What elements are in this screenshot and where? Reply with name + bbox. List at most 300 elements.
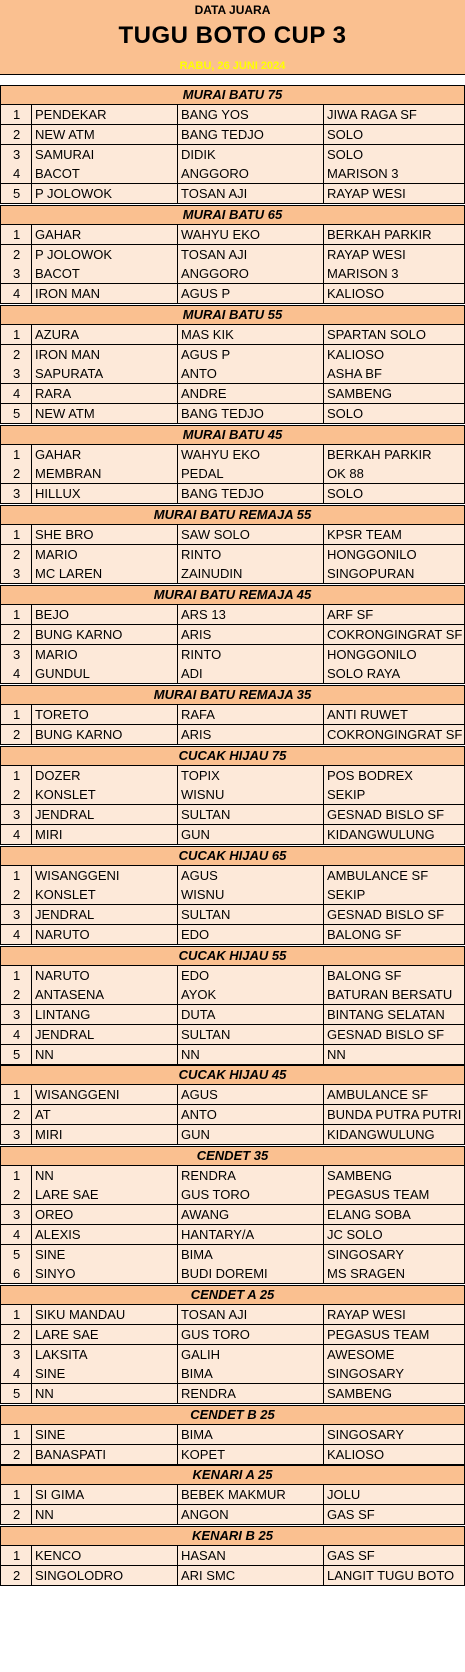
rank-cell: 3 — [0, 364, 31, 383]
bird-name-cell: NN — [31, 1166, 177, 1185]
rank-cell: 5 — [0, 1045, 31, 1064]
owner-cell: AGUS — [177, 1085, 323, 1104]
bird-name-cell: GAHAR — [31, 225, 177, 244]
table-row — [0, 325, 465, 345]
rank-cell: 1 — [0, 1166, 31, 1185]
table-row — [0, 345, 465, 365]
bird-name-cell: GAHAR — [31, 445, 177, 464]
owner-cell: DIDIK — [177, 145, 323, 164]
team-cell: KIDANGWULUNG — [323, 825, 465, 844]
table-row — [0, 245, 465, 265]
team-cell: SINGOPURAN — [323, 564, 465, 583]
owner-cell: AGUS P — [177, 345, 323, 364]
team-cell: RAYAP WESI — [323, 245, 465, 264]
team-cell: AMBULANCE SF — [323, 1085, 465, 1104]
table-row — [0, 966, 465, 986]
sheet-header — [0, 0, 465, 75]
bird-name-cell: NARUTO — [31, 925, 177, 944]
owner-cell: EDO — [177, 925, 323, 944]
rank-cell: 2 — [0, 985, 31, 1004]
table-row — [0, 805, 465, 825]
bird-name-cell: JENDRAL — [31, 905, 177, 924]
bird-name-cell: NARUTO — [31, 966, 177, 985]
rank-cell: 2 — [0, 785, 31, 804]
table-row — [0, 445, 465, 465]
owner-cell: SULTAN — [177, 805, 323, 824]
table-row — [0, 905, 465, 925]
table-row — [0, 1245, 465, 1265]
team-cell: SAMBENG — [323, 384, 465, 403]
table-row — [0, 885, 465, 905]
team-cell: JIWA RAGA SF — [323, 105, 465, 124]
rank-cell: 1 — [0, 605, 31, 624]
rank-cell: 3 — [0, 264, 31, 283]
owner-cell: TOSAN AJI — [177, 184, 323, 203]
team-cell: MS SRAGEN — [323, 1264, 465, 1283]
event-date: RABU, 26 JUNI 2024 — [179, 60, 286, 72]
team-cell: GAS SF — [323, 1546, 465, 1565]
bird-name-cell: SINGOLODRO — [31, 1566, 177, 1585]
team-cell: SOLO — [323, 484, 465, 503]
owner-cell: PEDAL — [177, 464, 323, 483]
section-title: CUCAK HIJAU 55 — [0, 946, 465, 966]
bird-name-cell: AT — [31, 1105, 177, 1124]
table-row — [0, 1384, 465, 1404]
owner-cell: BIMA — [177, 1245, 323, 1264]
team-cell: RAYAP WESI — [323, 184, 465, 203]
bird-name-cell: BUNG KARNO — [31, 725, 177, 744]
rank-cell: 2 — [0, 125, 31, 144]
team-cell: MARISON 3 — [323, 164, 465, 183]
bird-name-cell: ALEXIS — [31, 1225, 177, 1244]
team-cell: BERKAH PARKIR — [323, 445, 465, 464]
owner-cell: BIMA — [177, 1425, 323, 1444]
bird-name-cell: ANTASENA — [31, 985, 177, 1004]
bird-name-cell: WISANGGENI — [31, 866, 177, 885]
rank-cell: 1 — [0, 1485, 31, 1504]
table-row — [0, 1325, 465, 1345]
bird-name-cell: OREO — [31, 1205, 177, 1224]
rank-cell: 2 — [0, 245, 31, 264]
bird-name-cell: MARIO — [31, 545, 177, 564]
table-row — [0, 264, 465, 284]
owner-cell: ANDRE — [177, 384, 323, 403]
rank-cell: 2 — [0, 345, 31, 364]
section-title: KENARI B 25 — [0, 1526, 465, 1546]
table-row — [0, 866, 465, 886]
owner-cell: BANG TEDJO — [177, 484, 323, 503]
team-cell: GESNAD BISLO SF — [323, 805, 465, 824]
bird-name-cell: PENDEKAR — [31, 105, 177, 124]
owner-cell: RAFA — [177, 705, 323, 724]
team-cell: SOLO RAYA — [323, 664, 465, 683]
team-cell: RAYAP WESI — [323, 1305, 465, 1324]
owner-cell: ANTO — [177, 364, 323, 383]
table-row — [0, 484, 465, 504]
rank-cell: 2 — [0, 1185, 31, 1204]
owner-cell: KOPET — [177, 1445, 323, 1464]
bird-name-cell: KONSLET — [31, 885, 177, 904]
owner-cell: ARIS — [177, 625, 323, 644]
owner-cell: ARIS — [177, 725, 323, 744]
team-cell: HONGGONILO — [323, 645, 465, 664]
table-row — [0, 1345, 465, 1365]
owner-cell: ANGGORO — [177, 264, 323, 283]
owner-cell: AYOK — [177, 985, 323, 1004]
team-cell: SAMBENG — [323, 1166, 465, 1185]
table-row — [0, 1185, 465, 1205]
bird-name-cell: NEW ATM — [31, 404, 177, 423]
rank-cell: 2 — [0, 545, 31, 564]
team-cell: SINGOSARY — [323, 1425, 465, 1444]
team-cell: ARF SF — [323, 605, 465, 624]
table-row — [0, 404, 465, 424]
owner-cell: BUDI DOREMI — [177, 1264, 323, 1283]
table-row — [0, 564, 465, 584]
table-row — [0, 825, 465, 845]
rank-cell: 3 — [0, 1345, 31, 1364]
team-cell: ANTI RUWET — [323, 705, 465, 724]
bird-name-cell: BACOT — [31, 264, 177, 283]
rank-cell: 1 — [0, 525, 31, 544]
bird-name-cell: LAKSITA — [31, 1345, 177, 1364]
team-cell: BALONG SF — [323, 925, 465, 944]
team-cell: MARISON 3 — [323, 264, 465, 283]
owner-cell: WISNU — [177, 785, 323, 804]
bird-name-cell: KONSLET — [31, 785, 177, 804]
rank-cell: 3 — [0, 905, 31, 924]
bird-name-cell: RARA — [31, 384, 177, 403]
table-row — [0, 625, 465, 645]
table-row — [0, 645, 465, 665]
rank-cell: 1 — [0, 966, 31, 985]
table-row — [0, 1264, 465, 1284]
owner-cell: BANG TEDJO — [177, 404, 323, 423]
bird-name-cell: LARE SAE — [31, 1325, 177, 1344]
bird-name-cell: AZURA — [31, 325, 177, 344]
team-cell: JOLU — [323, 1485, 465, 1504]
team-cell: GESNAD BISLO SF — [323, 1025, 465, 1044]
table-row — [0, 464, 465, 484]
rank-cell: 4 — [0, 284, 31, 303]
owner-cell: ZAINUDIN — [177, 564, 323, 583]
owner-cell: BANG YOS — [177, 105, 323, 124]
table-row — [0, 1225, 465, 1245]
section-title: MURAI BATU 45 — [0, 425, 465, 445]
owner-cell: GALIH — [177, 1345, 323, 1364]
owner-cell: SAW SOLO — [177, 525, 323, 544]
rank-cell: 2 — [0, 885, 31, 904]
page-title: TUGU BOTO CUP 3 — [118, 22, 347, 49]
table-row — [0, 1485, 465, 1505]
rank-cell: 5 — [0, 404, 31, 423]
bird-name-cell: DOZER — [31, 766, 177, 785]
table-row — [0, 1025, 465, 1045]
rank-cell: 4 — [0, 164, 31, 183]
team-cell: ELANG SOBA — [323, 1205, 465, 1224]
table-row — [0, 1045, 465, 1065]
owner-cell: AGUS P — [177, 284, 323, 303]
table-row — [0, 985, 465, 1005]
table-row — [0, 384, 465, 404]
owner-cell: GUS TORO — [177, 1185, 323, 1204]
bird-name-cell: MIRI — [31, 825, 177, 844]
rank-cell: 1 — [0, 445, 31, 464]
team-cell: BERKAH PARKIR — [323, 225, 465, 244]
rank-cell: 2 — [0, 625, 31, 644]
owner-cell: ARS 13 — [177, 605, 323, 624]
team-cell: AMBULANCE SF — [323, 866, 465, 885]
table-row — [0, 1105, 465, 1125]
rank-cell: 1 — [0, 1425, 31, 1444]
team-cell: COKRONGINGRAT SF — [323, 625, 465, 644]
rank-cell: 4 — [0, 1364, 31, 1383]
table-row — [0, 225, 465, 245]
rank-cell: 1 — [0, 766, 31, 785]
bird-name-cell: SINE — [31, 1425, 177, 1444]
team-cell: SEKIP — [323, 785, 465, 804]
owner-cell: TOSAN AJI — [177, 245, 323, 264]
rank-cell: 5 — [0, 1384, 31, 1403]
rank-cell: 4 — [0, 1225, 31, 1244]
rank-cell: 2 — [0, 1325, 31, 1344]
section-title: CENDET A 25 — [0, 1285, 465, 1305]
bird-name-cell: P JOLOWOK — [31, 245, 177, 264]
owner-cell: RENDRA — [177, 1166, 323, 1185]
table-row — [0, 664, 465, 684]
rank-cell: 1 — [0, 705, 31, 724]
section-title: MURAI BATU REMAJA 45 — [0, 585, 465, 605]
team-cell: NN — [323, 1045, 465, 1064]
rank-cell: 5 — [0, 184, 31, 203]
rank-cell: 3 — [0, 805, 31, 824]
rank-cell: 3 — [0, 645, 31, 664]
team-cell: HONGGONILO — [323, 545, 465, 564]
table-row — [0, 1566, 465, 1586]
bird-name-cell: BEJO — [31, 605, 177, 624]
owner-cell: GUN — [177, 825, 323, 844]
bird-name-cell: GUNDUL — [31, 664, 177, 683]
team-cell: BALONG SF — [323, 966, 465, 985]
bird-name-cell: MIRI — [31, 1125, 177, 1144]
owner-cell: RINTO — [177, 645, 323, 664]
bird-name-cell: JENDRAL — [31, 1025, 177, 1044]
team-cell: LANGIT TUGU BOTO — [323, 1566, 465, 1585]
owner-cell: HASAN — [177, 1546, 323, 1565]
section-title: MURAI BATU REMAJA 55 — [0, 505, 465, 525]
team-cell: KALIOSO — [323, 284, 465, 303]
rank-cell: 3 — [0, 145, 31, 164]
team-cell: OK 88 — [323, 464, 465, 483]
table-row — [0, 605, 465, 625]
rank-cell: 4 — [0, 1025, 31, 1044]
team-cell: SAMBENG — [323, 1384, 465, 1403]
bird-name-cell: SINYO — [31, 1264, 177, 1283]
rank-cell: 3 — [0, 564, 31, 583]
owner-cell: TOSAN AJI — [177, 1305, 323, 1324]
bird-name-cell: HILLUX — [31, 484, 177, 503]
section-title: CUCAK HIJAU 45 — [0, 1065, 465, 1085]
bird-name-cell: JENDRAL — [31, 805, 177, 824]
bird-name-cell: NN — [31, 1384, 177, 1403]
rank-cell: 1 — [0, 1546, 31, 1565]
owner-cell: BEBEK MAKMUR — [177, 1485, 323, 1504]
section-title: CUCAK HIJAU 65 — [0, 846, 465, 866]
owner-cell: WISNU — [177, 885, 323, 904]
section-title: KENARI A 25 — [0, 1465, 465, 1485]
owner-cell: ARI SMC — [177, 1566, 323, 1585]
rank-cell: 4 — [0, 825, 31, 844]
rank-cell: 2 — [0, 1105, 31, 1124]
rank-cell: 3 — [0, 1205, 31, 1224]
owner-cell: MAS KIK — [177, 325, 323, 344]
owner-cell: NN — [177, 1045, 323, 1064]
rank-cell: 1 — [0, 866, 31, 885]
table-row — [0, 125, 465, 145]
rank-cell: 4 — [0, 664, 31, 683]
owner-cell: TOPIX — [177, 766, 323, 785]
bird-name-cell: MARIO — [31, 645, 177, 664]
table-row — [0, 1125, 465, 1145]
bird-name-cell: IRON MAN — [31, 345, 177, 364]
owner-cell: RENDRA — [177, 1384, 323, 1403]
team-cell: SOLO — [323, 145, 465, 164]
rank-cell: 2 — [0, 464, 31, 483]
owner-cell: WAHYU EKO — [177, 225, 323, 244]
table-row — [0, 1445, 465, 1465]
rank-cell: 1 — [0, 325, 31, 344]
rank-cell: 1 — [0, 1085, 31, 1104]
rank-cell: 4 — [0, 384, 31, 403]
owner-cell: ANGGORO — [177, 164, 323, 183]
header-subtitle: DATA JUARA — [194, 3, 271, 17]
owner-cell: SULTAN — [177, 905, 323, 924]
table-row — [0, 164, 465, 184]
table-row — [0, 1085, 465, 1105]
rank-cell: 3 — [0, 1125, 31, 1144]
bird-name-cell: NEW ATM — [31, 125, 177, 144]
bird-name-cell: SI GIMA — [31, 1485, 177, 1504]
owner-cell: GUS TORO — [177, 1325, 323, 1344]
bird-name-cell: SINE — [31, 1364, 177, 1383]
team-cell: KALIOSO — [323, 345, 465, 364]
owner-cell: ADI — [177, 664, 323, 683]
rank-cell: 1 — [0, 105, 31, 124]
bird-name-cell: SAPURATA — [31, 364, 177, 383]
rank-cell: 2 — [0, 1505, 31, 1524]
section-title: CUCAK HIJAU 75 — [0, 746, 465, 766]
team-cell: SOLO — [323, 404, 465, 423]
section-title: CENDET B 25 — [0, 1405, 465, 1425]
bird-name-cell: P JOLOWOK — [31, 184, 177, 203]
table-row — [0, 545, 465, 565]
table-row — [0, 1305, 465, 1325]
table-row — [0, 364, 465, 384]
team-cell: SOLO — [323, 125, 465, 144]
table-row — [0, 1505, 465, 1525]
team-cell: BINTANG SELATAN — [323, 1005, 465, 1024]
rank-cell: 3 — [0, 1005, 31, 1024]
bird-name-cell: KENCO — [31, 1546, 177, 1565]
table-row — [0, 925, 465, 945]
team-cell: SEKIP — [323, 885, 465, 904]
bird-name-cell: BUNG KARNO — [31, 625, 177, 644]
bird-name-cell: WISANGGENI — [31, 1085, 177, 1104]
section-title: MURAI BATU 75 — [0, 85, 465, 105]
bird-name-cell: LINTANG — [31, 1005, 177, 1024]
table-row — [0, 525, 465, 545]
table-row — [0, 1005, 465, 1025]
bird-name-cell: SIKU MANDAU — [31, 1305, 177, 1324]
bird-name-cell: TORETO — [31, 705, 177, 724]
team-cell: KIDANGWULUNG — [323, 1125, 465, 1144]
table-row — [0, 1166, 465, 1186]
team-cell: GAS SF — [323, 1505, 465, 1524]
team-cell: JC SOLO — [323, 1225, 465, 1244]
table-row — [0, 284, 465, 304]
owner-cell: AWANG — [177, 1205, 323, 1224]
team-cell: ASHA BF — [323, 364, 465, 383]
table-row — [0, 785, 465, 805]
team-cell: PEGASUS TEAM — [323, 1325, 465, 1344]
table-row — [0, 705, 465, 725]
table-row — [0, 725, 465, 745]
bird-name-cell: BACOT — [31, 164, 177, 183]
team-cell: KALIOSO — [323, 1445, 465, 1464]
owner-cell: ANGON — [177, 1505, 323, 1524]
section-title: CENDET 35 — [0, 1146, 465, 1166]
section-title: MURAI BATU 65 — [0, 205, 465, 225]
team-cell: SPARTAN SOLO — [323, 325, 465, 344]
owner-cell: HANTARY/A — [177, 1225, 323, 1244]
table-row — [0, 105, 465, 125]
section-title: MURAI BATU 55 — [0, 305, 465, 325]
table-row — [0, 766, 465, 786]
bird-name-cell: MEMBRAN — [31, 464, 177, 483]
bird-name-cell: IRON MAN — [31, 284, 177, 303]
owner-cell: DUTA — [177, 1005, 323, 1024]
bird-name-cell: NN — [31, 1045, 177, 1064]
rank-cell: 4 — [0, 925, 31, 944]
rank-cell: 2 — [0, 1566, 31, 1585]
owner-cell: WAHYU EKO — [177, 445, 323, 464]
team-cell: BATURAN BERSATU — [323, 985, 465, 1004]
table-row — [0, 1425, 465, 1445]
owner-cell: EDO — [177, 966, 323, 985]
team-cell: COKRONGINGRAT SF — [323, 725, 465, 744]
rank-cell: 1 — [0, 225, 31, 244]
team-cell: SINGOSARY — [323, 1245, 465, 1264]
bird-name-cell: NN — [31, 1505, 177, 1524]
owner-cell: RINTO — [177, 545, 323, 564]
table-row — [0, 145, 465, 165]
rank-cell: 1 — [0, 1305, 31, 1324]
rank-cell: 2 — [0, 1445, 31, 1464]
team-cell: BUNDA PUTRA PUTRI — [323, 1105, 465, 1124]
team-cell: GESNAD BISLO SF — [323, 905, 465, 924]
owner-cell: BIMA — [177, 1364, 323, 1383]
table-row — [0, 1546, 465, 1566]
section-title: MURAI BATU REMAJA 35 — [0, 685, 465, 705]
rank-cell: 6 — [0, 1264, 31, 1283]
bird-name-cell: SAMURAI — [31, 145, 177, 164]
bird-name-cell: MC LAREN — [31, 564, 177, 583]
team-cell: PEGASUS TEAM — [323, 1185, 465, 1204]
table-row — [0, 1364, 465, 1384]
table-row — [0, 184, 465, 204]
team-cell: SINGOSARY — [323, 1364, 465, 1383]
owner-cell: BANG TEDJO — [177, 125, 323, 144]
